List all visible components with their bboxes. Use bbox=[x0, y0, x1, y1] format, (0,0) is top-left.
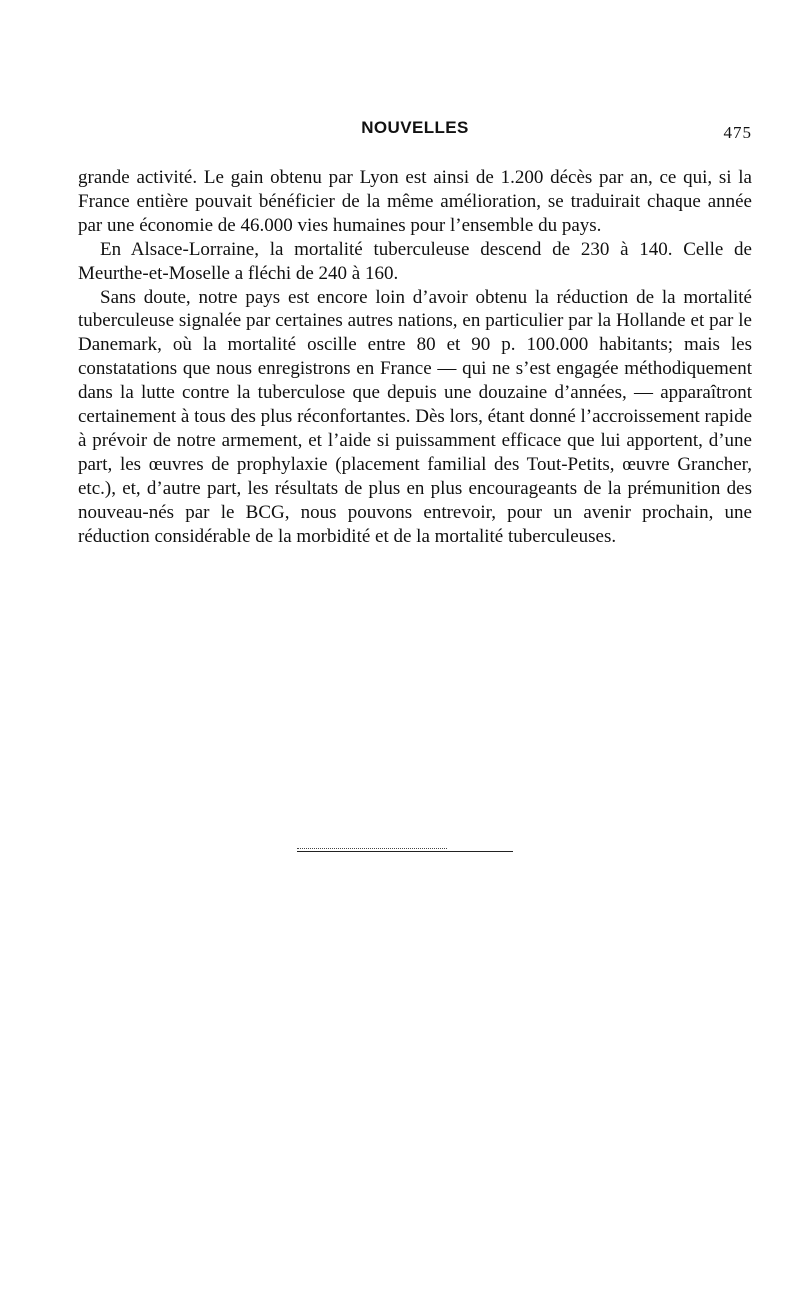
running-header bbox=[78, 118, 752, 146]
solid-rule bbox=[297, 851, 513, 852]
dotted-rule bbox=[297, 848, 447, 849]
body-text bbox=[78, 166, 752, 549]
section-title: NOUVELLES bbox=[361, 118, 469, 137]
page-number: 475 bbox=[723, 123, 752, 142]
paragraph-continuation: grande activité. Le gain obtenu par Lyon est ainsi de 1.200 décès par an, ce qui, si la France entière pouvait bénéficier de la même amélioration, se traduirait chaque année par une économie de 46.000 vies humaines pour l’ensemble du pays. bbox=[78, 167, 752, 236]
paragraph-comparison: Sans doute, notre pays est encore loin d’avoir obtenu la réduction de la mortalité tuberculeuse signalée par certaines autres nations, en particulier par la Hollande et par le Danemark, où la mortalité oscille entre 80 et 90 p. 100.000 habitants; mais les constatations que nous enregistrons en France — qui ne s’est engagée méthodiquement dans la lutte contre la tuberculose que depuis une douzaine d’années, — apparaîtront certainement à tous des plus réconfortantes. Dès lors, étant donné l’accroissement rapide à prévoir de notre armement, et l’aide si puissamment efficace que lui apportent, d’une part, les œuvres de prophylaxie (placement familial des Tout-Petits, œuvre Grancher, etc.), et, d’autre part, les résultats de plus en plus encourageants de la prémunition des nouveau-nés par le BCG, nous pouvons entrevoir, pour un avenir prochain, une réduction considérable de la morbidité et de la mortalité tuberculeuses. bbox=[78, 286, 752, 547]
section-end-rule bbox=[297, 848, 513, 852]
paragraph-alsace-lorraine: En Alsace-Lorraine, la mortalité tuberculeuse descend de 230 à 140. Celle de Meurthe-et-Moselle a fléchi de 240 à 160. bbox=[78, 238, 752, 284]
